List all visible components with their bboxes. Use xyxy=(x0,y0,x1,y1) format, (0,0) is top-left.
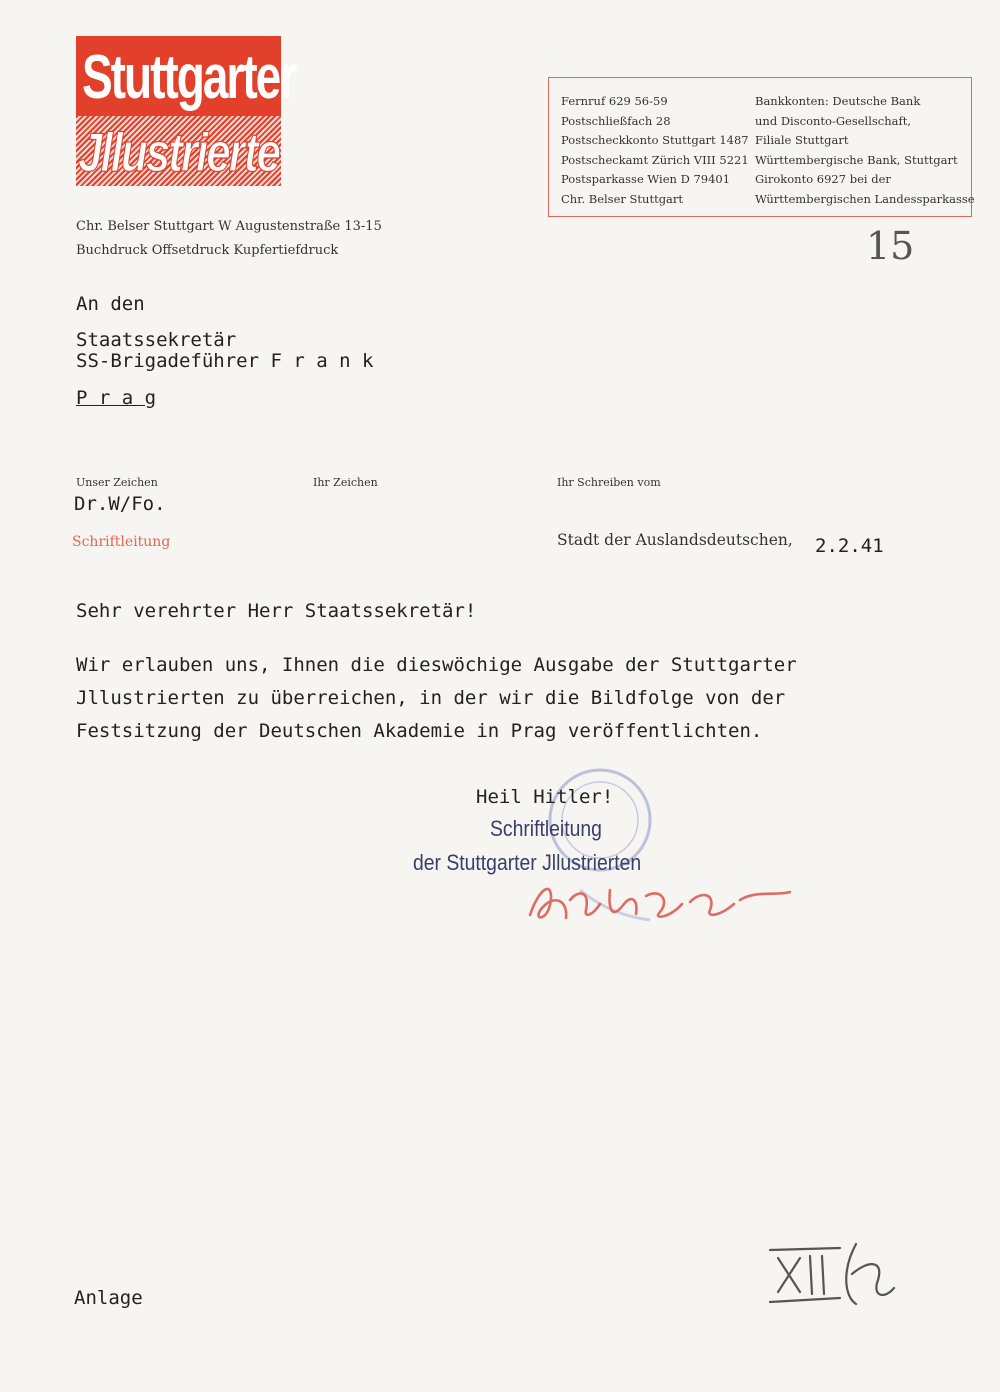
our-reference-label: Unser Zeichen xyxy=(76,476,158,489)
logo-line1: Stuttgarter xyxy=(82,41,296,112)
bank-line: Girokonto 6927 bei der xyxy=(755,172,891,186)
printer-address: Chr. Belser Stuttgart W Augustenstraße 13-15 xyxy=(76,219,382,234)
bank-line: Filiale Stuttgart xyxy=(755,133,849,147)
contact-box xyxy=(548,77,975,217)
contact-line: Postscheckamt Zürich VIII 5221 xyxy=(561,152,749,167)
enclosure-note: Anlage xyxy=(74,1287,143,1309)
body-line3: Festsitzung der Deutschen Akademie in Prag veröffentlichten. xyxy=(76,720,763,742)
salutation: Sehr verehrter Herr Staatssekretär! xyxy=(76,600,477,622)
body-line2: Jllustrierten zu überreichen, in der wir die Bildfolge von der xyxy=(76,687,786,709)
handwritten-initials xyxy=(760,1230,900,1320)
bank-line: und Disconto-Gesellschaft, xyxy=(755,113,912,128)
stamp-line2: der Stuttgarter Jllustrierten xyxy=(413,850,642,875)
bank-line: Württembergischen Landessparkasse xyxy=(755,191,975,206)
contact-column-right xyxy=(755,92,975,209)
contact-line: Chr. Belser Stuttgart xyxy=(561,191,684,206)
bank-line: Württembergische Bank, Stuttgart xyxy=(755,152,958,167)
department-label: Schriftleitung xyxy=(72,534,171,550)
our-reference-value: Dr.W/Fo. xyxy=(74,493,166,515)
body-line1: Wir erlauben uns, Ihnen die dieswöchige Ausgabe der Stuttgarter xyxy=(76,654,797,676)
logo-line2: Jllustrierte xyxy=(78,122,279,184)
contact-line: Postscheckkonto Stuttgart 1487 xyxy=(561,133,749,147)
recipient-city: P r a g xyxy=(76,387,157,409)
contact-column-left xyxy=(561,92,749,209)
recipient-line2: Staatssekretär xyxy=(76,329,237,351)
your-letter-date-label: Ihr Schreiben vom xyxy=(557,476,661,489)
recipient-line3: SS-Brigadeführer F r a n k xyxy=(76,350,374,372)
logo-bottom-block xyxy=(76,116,281,186)
letter-date: 2.2.41 xyxy=(815,535,884,557)
your-reference-label: Ihr Zeichen xyxy=(313,476,378,489)
company-logo xyxy=(76,36,296,188)
stamp-line1: Schriftleitung xyxy=(490,816,602,841)
contact-line: Postschließfach 28 xyxy=(561,113,671,128)
contact-line: Fernruf 629 56-59 xyxy=(561,94,668,108)
page-number: 15 xyxy=(866,224,915,268)
contact-line: Postsparkasse Wien D 79401 xyxy=(561,172,731,186)
handwritten-signature xyxy=(520,860,810,940)
printer-services: Buchdruck Offsetdruck Kupfertiefdruck xyxy=(76,243,339,258)
bank-line: Bankkonten: Deutsche Bank xyxy=(755,94,921,108)
logo-top-block xyxy=(76,36,296,116)
closing-greeting: Heil Hitler! xyxy=(476,786,614,808)
recipient-line1: An den xyxy=(76,293,145,315)
place-label: Stadt der Auslandsdeutschen, xyxy=(557,531,793,549)
